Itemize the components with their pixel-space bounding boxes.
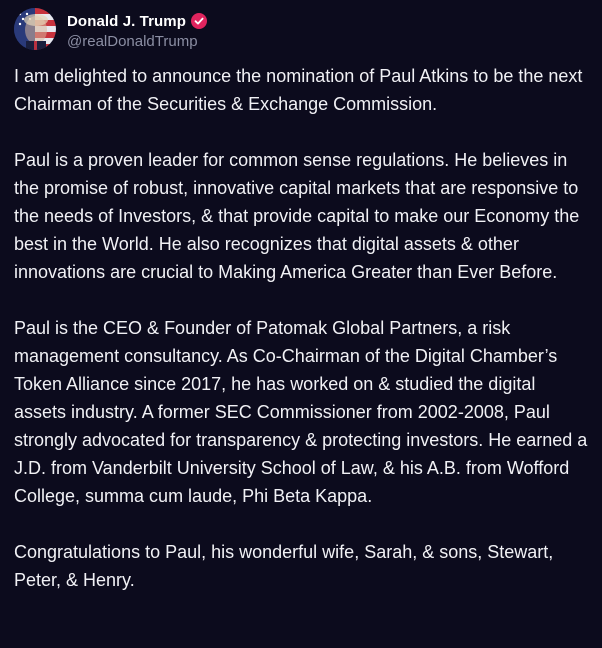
post-header [14,8,586,62]
display-name-row [67,11,207,31]
flag-portrait-icon [14,8,56,50]
display-name[interactable]: Donald J. Trump [67,12,187,30]
profile-avatar[interactable] [14,8,56,50]
post-paragraph-2: Paul is a proven leader for common sense regulations. He believes in the promise of robust, innovative capital markets that are responsive to the needs of Investors, & that provide capital to make our Economy the best in the World. He also recognizes that digital assets & other innovations are crucial to Making America Greater than Ever Before. [14,150,580,282]
verified-badge-icon [191,13,207,29]
post-body [14,62,586,594]
author-info [67,8,207,50]
post-paragraph-3: Paul is the CEO & Founder of Patomak Global Partners, a risk management consultancy. As Co-Chairman of the Digital Chamber’s Token Alliance since 2017, he has worked on & studied the digital assets industry. A former SEC Commissioner from 2002-2008, Paul strongly advocated for transparency & protecting investors. He earned a J.D. from Vanderbilt University School of Law, & his A.B. from Wofford College, summa cum laude, Phi Beta Kappa. [14,318,588,506]
post-paragraph-1: I am delighted to announce the nomination of Paul Atkins to be the next Chairman of the Securities & Exchange Commission. [14,66,583,114]
post-paragraph-4: Congratulations to Paul, his wonderful wife, Sarah, & sons, Stewart, Peter, & Henry. [14,542,554,590]
author-handle[interactable]: @realDonaldTrump [67,33,198,50]
